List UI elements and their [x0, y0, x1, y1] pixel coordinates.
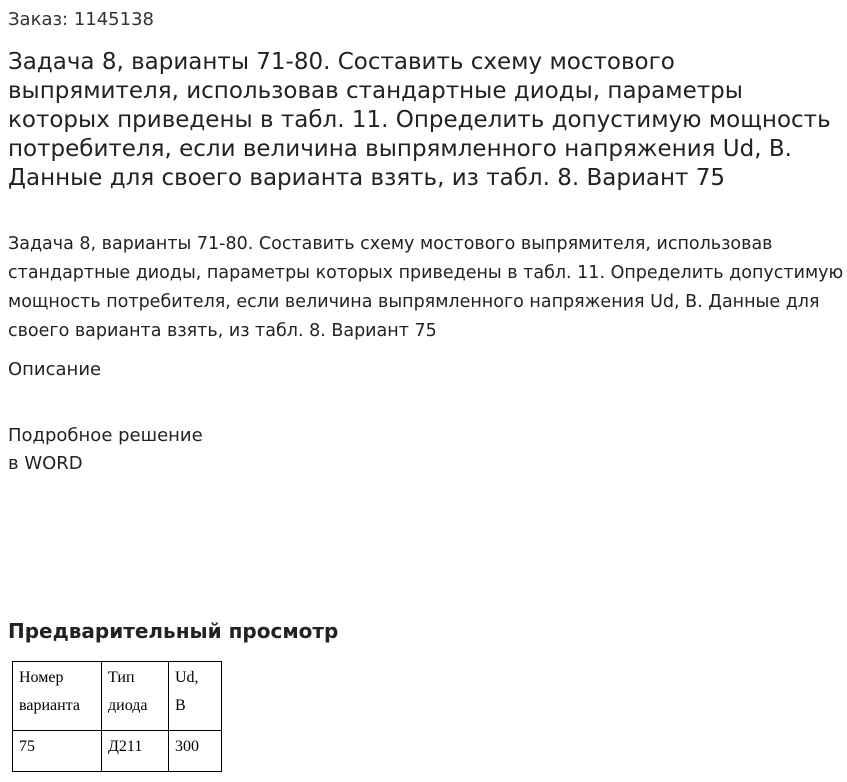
task-title: Задача 8, варианты 71-80. Составить схему мостового выпрямителя, использовав стандартные диоды, параметры которых приведены в табл. 11. Определить допустимую мощность потребителя, если величина выпрямленного напряжения Ud, В. Данные для своего варианта взять, из табл. 8. Вариант 75 — [8, 49, 831, 191]
table-cell: 75 — [13, 731, 102, 772]
header-text: В — [175, 697, 186, 714]
task-text: Задача 8, варианты 71-80. Составить схему мостового выпрямителя, использовав стандартные диоды, параметры которых приведены в табл. 11. Определить допустимую мощность потребителя, если величина выпрямленного напряжения Ud, В. Данные для своего варианта взять, из табл. 8. Вариант 75 — [8, 234, 844, 341]
header-text: варианта — [19, 697, 80, 714]
table-cell: Д211 — [102, 731, 169, 772]
preview-title: Предварительный просмотр — [8, 619, 339, 643]
table-header-cell — [169, 662, 222, 731]
table-header-cell — [13, 662, 102, 731]
description-line: Подробное решение — [8, 425, 203, 446]
description-label: Описание — [8, 359, 102, 380]
header-text: Тип — [108, 669, 135, 686]
description-line: в WORD — [8, 453, 83, 474]
description-text — [8, 422, 203, 478]
table-cell: 300 — [169, 731, 222, 772]
header-text: Номер — [19, 669, 64, 686]
table-header-row — [13, 662, 222, 731]
header-text: Ud, — [175, 669, 199, 686]
table-row — [13, 731, 222, 772]
order-number: Заказ: 1145138 — [8, 9, 154, 30]
header-text: диода — [108, 697, 148, 714]
table-header-cell — [102, 662, 169, 731]
preview-table — [12, 661, 222, 772]
